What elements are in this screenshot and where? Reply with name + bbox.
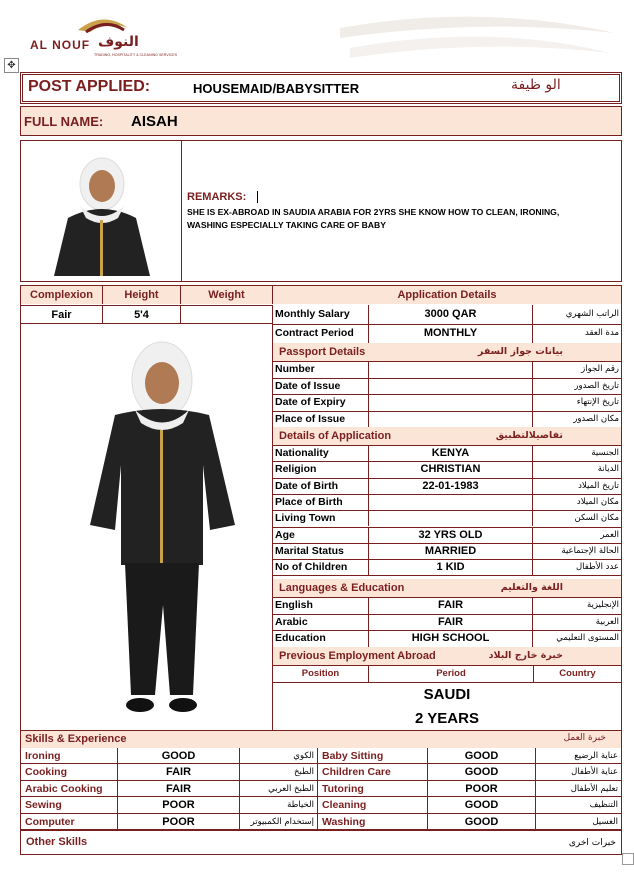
application-row [273,305,621,324]
skill-label: Ironing [21,748,117,764]
resize-handle[interactable] [622,853,634,865]
full-body-photo [75,335,250,730]
languages-row [273,630,621,647]
details-row-value: 22-01-1983 [368,478,533,494]
skill-label: Computer [21,814,117,830]
skill-ar: الطبخ [239,764,317,780]
details-row [273,445,621,461]
passport-row [273,361,621,378]
skill-ar: التنظيف [535,797,621,813]
row-divider [273,575,621,576]
complexion-value: Fair [21,305,102,323]
details-row [273,510,621,526]
other-skills-label: Other Skills [26,836,88,848]
details-row-ar: عدد الأطفال [575,562,619,573]
remarks-text: SHE IS EX-ABROAD IN SAUDIA ARABIA FOR 2YRS SHE KNOW HOW TO CLEAN, IRONING, WASHING ESPECIALLY TAKING CARE OF BABY [187,207,560,230]
employment-country-value: SAUDI [423,686,471,703]
full-name-value: AISAH [131,113,178,130]
other-skills-ar: خبرات أخرى [568,838,616,848]
weight-value [180,305,272,323]
employment-section-title: Previous Employment Abroad [279,649,436,662]
languages-row [273,597,621,614]
full-name-row [20,106,622,136]
skill-label: Tutoring [317,781,427,797]
full-name-label: FULL NAME: [24,114,104,129]
skill-value: FAIR [117,781,239,797]
passport-row-label: Number [275,363,315,375]
details-row-label: No of Children [275,561,348,574]
languages-row-value: FAIR [368,597,533,614]
passport-row-label: Place of Issue [275,412,346,425]
languages-row-ar: الإنجليزية [586,600,619,611]
post-applied-ar: الو ظيفة [511,77,561,93]
skill-ar: الطبخ العربي [239,781,317,797]
skill-value: GOOD [427,797,535,813]
logo-text-ar: النوف [98,34,139,50]
passport-row-ar: تاريخ الإنتهاء [576,397,619,407]
logo-tagline: TRADING, HOSPITALITY & CLEANING SERVICES [94,53,178,57]
details-row-value: MARRIED [368,543,533,559]
details-row [273,543,621,559]
header-watermark [330,8,620,68]
skills-grid [21,748,621,830]
details-row-value [368,494,533,510]
details-section [273,427,621,445]
details-row [273,494,621,510]
height-value: 5'4 [102,305,180,323]
passport-section-title: Passport Details [279,346,366,358]
languages-row-ar: المستوى التعليمي [556,633,619,644]
complexion-header: Complexion [21,286,102,304]
passport-row-value [368,394,533,411]
passport-row [273,394,621,411]
application-row-value: MONTHLY [368,324,533,343]
skill-label: Baby Sitting [317,748,427,764]
details-row-label: Living Town [275,512,336,525]
passport-row-value [368,361,533,378]
details-row [273,461,621,477]
details-row-ar: مكان السكن [574,513,619,524]
details-row-ar: مكان الميلاد [576,496,619,507]
height-header: Height [102,286,180,304]
details-row-label: Place of Birth [275,495,343,508]
passport-row-ar: رقم الجواز [581,364,619,374]
post-applied-row [20,72,622,104]
languages-row-ar: العربية [595,616,619,627]
details-row-value: CHRISTIAN [368,461,533,477]
details-row-ar: الديانة [597,464,619,475]
details-row-value: 1 KID [368,559,533,575]
skill-ar: تعليم الأطفال [535,781,621,797]
languages-row-label: Arabic [275,615,308,628]
skill-ar: الكوي [239,748,317,764]
application-row-ar: مدة العقد [585,328,619,338]
skills-header-ar: خبرة العمل [563,733,606,743]
application-row-value: 3000 QAR [368,305,533,324]
languages-row-value: HIGH SCHOOL [368,630,533,647]
passport-row-value [368,411,533,428]
weight-header: Weight [180,286,272,304]
skill-label: Arabic Cooking [21,781,117,797]
details-section-title-ar: تفاصيلالتطبيق [495,430,563,441]
details-row-label: Nationality [275,447,329,459]
languages-row-value: FAIR [368,614,533,631]
skill-value: POOR [117,797,239,813]
skill-value: POOR [117,814,239,830]
passport-section-title-ar: بيانات جواز السفر [477,346,563,357]
passport-row-ar: تاريخ الصدور [574,380,619,391]
passport-section [273,343,621,361]
details-row [273,478,621,494]
passport-row-label: Date of Issue [275,379,341,392]
passport-row-ar: مكان الصدور [573,413,619,424]
skill-ar: إستخدام الكمبيوتر [239,814,317,830]
application-details-header: Application Details [272,286,621,304]
employment-col-header: Period [368,665,533,682]
details-row-label: Marital Status [275,544,344,557]
application-row-label: Monthly Salary [275,308,350,320]
skill-label: Washing [317,814,427,830]
details-row-ar: العمر [600,529,619,540]
skill-ar: الغسيل [535,814,621,830]
passport-row [273,378,621,395]
languages-section-title-ar: اللغة والتعليم [500,582,563,594]
details-section-title: Details of Application [279,430,392,442]
application-row-label: Contract Period [275,327,354,339]
passport-row-label: Date of Expiry [275,396,346,408]
move-handle-icon[interactable]: ✥ [4,58,19,73]
post-applied-label: POST APPLIED: [28,78,151,95]
skill-value: GOOD [117,748,239,764]
logo-text-en: AL NOUF [30,38,91,52]
passport-row [273,411,621,428]
details-row-value: 32 YRS OLD [368,527,533,543]
languages-row-label: English [275,599,313,612]
languages-row [273,614,621,631]
passport-row-value [368,378,533,395]
employment-header-row [273,665,621,682]
passport-photo [28,148,176,276]
remarks-label: REMARKS: [187,191,247,203]
company-logo [28,8,178,62]
skill-label: Cleaning [317,797,427,813]
details-row-ar: تاريخ الميلاد [578,480,619,491]
skill-value: GOOD [427,764,535,780]
details-row-value [368,510,533,526]
employment-section [273,647,621,665]
skill-label: Cooking [21,764,117,780]
languages-section [273,579,621,597]
employment-period-value: 2 YEARS [415,710,479,727]
application-row [273,324,621,343]
skill-ar: عناية الرضيع [535,748,621,764]
skill-ar: عناية الأطفال [535,764,621,780]
employment-col-header: Position [301,667,340,679]
details-row-label: Date of Birth [275,479,338,492]
application-row-ar: الراتب الشهري [565,309,619,319]
employment-col-header: Country [533,665,621,682]
details-row [273,559,621,575]
details-row-value: KENYA [368,445,533,461]
post-applied-value: HOUSEMAID/BABYSITTER [193,81,360,96]
skill-ar: الخياطة [239,797,317,813]
skills-header: Skills & Experience [21,731,621,748]
languages-row-label: Education [275,632,326,645]
employment-section-title-ar: خبرة خارج البلاد [488,649,563,661]
details-row-ar: الجنسية [591,448,619,458]
skill-value: GOOD [427,748,535,764]
skill-value: POOR [427,781,535,797]
row-divider [273,682,621,683]
details-row [273,527,621,543]
languages-section-title: Languages & Education [279,582,405,595]
skill-label: Children Care [317,764,427,780]
skill-label: Sewing [21,797,117,813]
details-row-label: Religion [275,463,317,476]
skill-value: FAIR [117,764,239,780]
details-row-ar: الحالة الإجتماعية [561,545,619,556]
skill-value: GOOD [427,814,535,830]
details-row-label: Age [275,528,295,541]
text-cursor [257,191,258,203]
